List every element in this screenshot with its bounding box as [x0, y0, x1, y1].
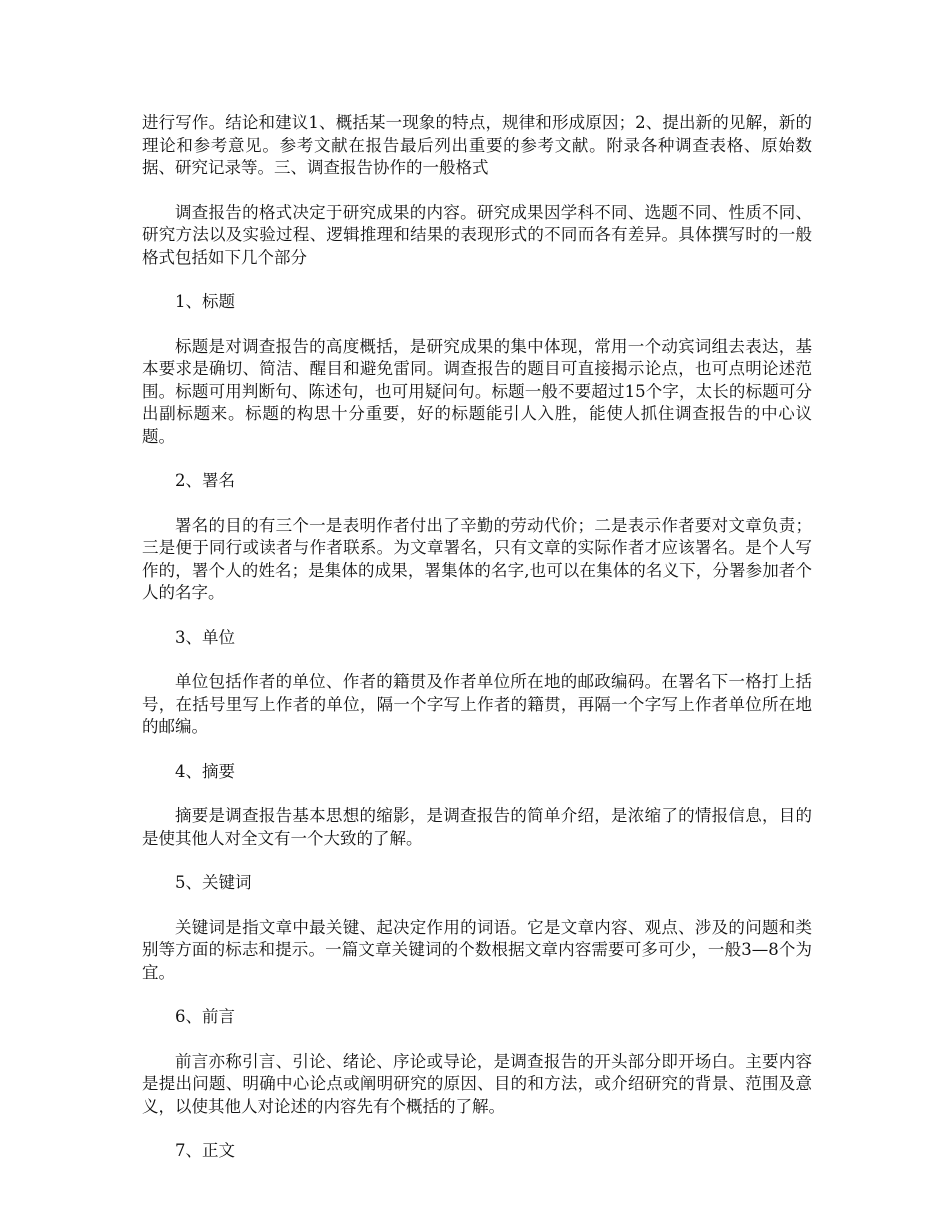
section-body-title: 标题是对调查报告的高度概括，是研究成果的集中体现，常用一个动宾词组去表达，基本要求是确切、简洁、醒目和避免雷同。调查报告的题目可直接揭示论点，也可点明论述范围。标题可用判断句、陈述句，也可用疑问句。标题一般不要超过15个字，太长的标题可分出副标题来。标题的构思十分重要，好的标题能引人入胜，能使人抓住调查报告的中心议题。 [142, 336, 812, 446]
format-paragraph: 调查报告的格式决定于研究成果的内容。研究成果因学科不同、选题不同、性质不同、研究方法以及实验过程、逻辑推理和结果的表现形式的不同而各有差异。具体撰写时的一般格式包括如下几个部分 [142, 202, 812, 267]
intro-paragraph: 进行写作。结论和建议1、概括某一现象的特点，规律和形成原因；2、提出新的见解，新的理论和参考意见。参考文献在报告最后列出重要的参考文献。附录各种调查表格、原始数据、研究记录等。三、调查报告协作的一般格式 [142, 113, 812, 177]
section-body-abstract: 摘要是调查报告基本思想的缩影，是调查报告的简单介绍，是浓缩了的情报信息，目的是使其他人对全文有一个大致的了解。 [142, 806, 812, 848]
section-heading-title: 1、标题 [175, 292, 235, 311]
section-heading-abstract: 4、摘要 [175, 761, 235, 781]
section-heading-preface: 6、前言 [175, 1007, 235, 1026]
section-heading-signature: 2、署名 [175, 471, 235, 490]
section-heading-affiliation: 3、单位 [175, 627, 235, 647]
section-body-keywords: 关键词是指文章中最关键、起决定作用的词语。它是文章内容、观点、涉及的问题和类别等方面的标志和提示。一篇文章关键词的个数根据文章内容需要可多可少，一般3—8个为宜。 [142, 917, 812, 982]
document-page [142, 112, 812, 1185]
section-heading-main-text: 7、正文 [175, 1141, 235, 1160]
section-body-preface: 前言亦称引言、引论、绪论、序论或导论，是调查报告的开头部分即开场白。主要内容是提出问题、明确中心论点或阐明研究的原因、目的和方法，或介绍研究的背景、范围及意义，以使其他人对论述的内容先有个概括的了解。 [142, 1051, 812, 1116]
section-body-affiliation: 单位包括作者的单位、作者的籍贯及作者单位所在地的邮政编码。在署名下一格打上括号，在括号里写上作者的单位，隔一个字写上作者的籍贯，再隔一个字写上作者单位所在地的邮编。 [142, 672, 812, 736]
section-body-signature: 署名的目的有三个一是表明作者付出了辛勤的劳动代价；二是表示作者要对文章负责；三是便于同行或读者与作者联系。为文章署名，只有文章的实际作者才应该署名。是个人写作的，署个人的姓名；是集体的成果，署集体的名字,也可以在集体的名义下，分署参加者个人的名字。 [142, 515, 812, 602]
section-heading-keywords: 5、关键词 [175, 873, 252, 892]
